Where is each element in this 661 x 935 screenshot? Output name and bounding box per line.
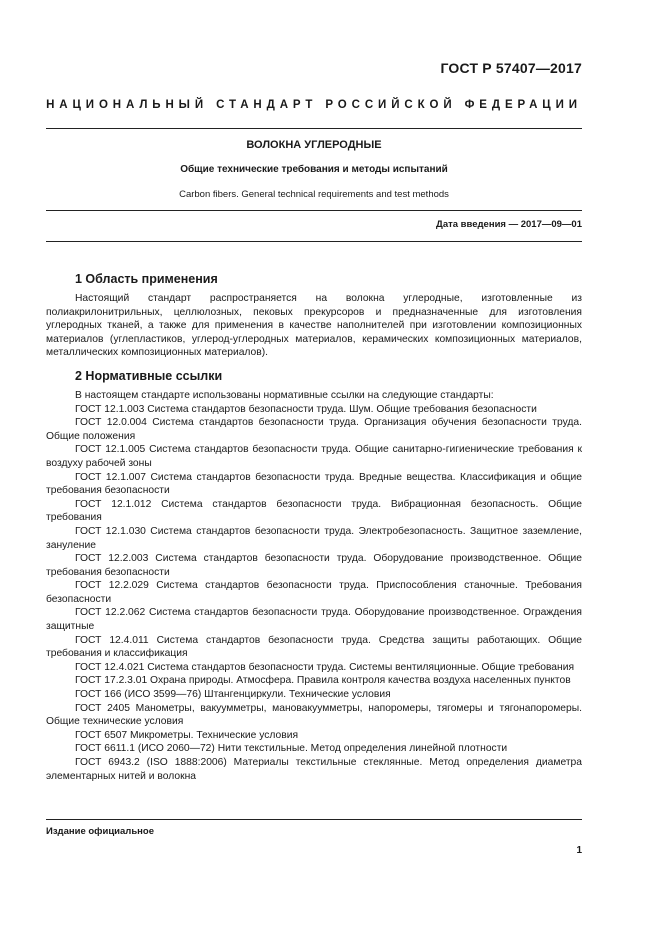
page-number: 1	[576, 845, 582, 856]
reference-item: ГОСТ 12.4.021 Система стандартов безопасности труда. Системы вентиляционные. Общие требования	[75, 661, 575, 673]
divider-date-bottom	[46, 241, 582, 242]
divider-top	[46, 128, 582, 129]
national-standard-banner: НАЦИОНАЛЬНЫЙ СТАНДАРТ РОССИЙСКОЙ ФЕДЕРАЦИИ	[46, 99, 582, 111]
reference-item: ГОСТ 6943.2 (ISO 1888:2006) Материалы текстильные стеклянные. Метод определения диаметра элементарных нитей и волокна	[46, 757, 582, 782]
reference-item: ГОСТ 12.2.062 Система стандартов безопасности труда. Оборудование производственное. Ограждения защитные	[46, 607, 582, 633]
introduction-date: Дата введения — 2017—09—01	[436, 219, 582, 230]
reference-item: ГОСТ 6611.1 (ИСО 2060—72) Нити текстильные. Метод определения линейной плотности	[75, 743, 508, 755]
reference-item: ГОСТ 17.2.3.01 Охрана природы. Атмосфера. Правила контроля качества воздуха населенных пунктов	[75, 675, 571, 687]
divider-footer	[46, 819, 582, 820]
reference-item: ГОСТ 12.2.003 Система стандартов безопасности труда. Оборудование производственное. Общие требования безопасности	[46, 553, 582, 578]
divider-title-bottom	[46, 210, 582, 211]
official-edition-label: Издание официальное	[46, 826, 154, 837]
reference-item: ГОСТ 166 (ИСО 3599—76) Штангенциркули. Технические условия	[75, 689, 391, 701]
reference-item: ГОСТ 2405 Манометры, вакуумметры, мановакуумметры, напоромеры, тягомеры и тягонапоромеры. Общие технические условия	[46, 702, 582, 728]
section-2-heading: 2 Нормативные ссылки	[75, 368, 223, 383]
section-1-heading: 1 Область применения	[75, 272, 218, 286]
document-subtitle: Общие технические требования и методы испытаний	[180, 164, 448, 175]
section-2-intro: В настоящем стандарте использованы нормативные ссылки на следующие стандарты:	[75, 389, 494, 401]
reference-item: ГОСТ 12.1.012 Система стандартов безопасности труда. Вибрационная безопасность. Общие требования	[46, 498, 582, 524]
reference-item: ГОСТ 12.2.029 Система стандартов безопасности труда. Приспособления станочные. Требования безопасности	[46, 580, 582, 605]
reference-item: ГОСТ 12.1.005 Система стандартов безопасности труда. Общие санитарно-гигиенические требования к воздуху рабочей зоны	[46, 444, 582, 469]
document-body	[46, 270, 582, 783]
reference-item: ГОСТ 6507 Микрометры. Технические условия	[75, 729, 299, 741]
reference-item: ГОСТ 12.1.007 Система стандартов безопасности труда. Вредные вещества. Классификация и общие требования безопасности	[46, 471, 582, 497]
section-1-paragraph: Настоящий стандарт распространяется на волокна углеродные, изготовленные из полиакрилонитрильных, целлюлозных, пековых прекурсоров и предназначенные для изготовления углеродных тканей, а также для применения в качестве наполнителей при изготовлении композиционных материалов (углепластиков, углерод-углеродных материалов, керамических композиционных материалов, металлических композиционных материалов).	[46, 293, 582, 359]
reference-item: ГОСТ 12.1.030 Система стандартов безопасности труда. Электробезопасность. Защитное заземление, зануление	[46, 525, 582, 551]
reference-item: ГОСТ 12.0.004 Система стандартов безопасности труда. Организация обучения безопасности труда. Общие положения	[46, 417, 582, 442]
document-title: ВОЛОКНА УГЛЕРОДНЫЕ	[246, 139, 382, 151]
document-title-english: Carbon fibers. General technical requirements and test methods	[179, 189, 449, 200]
document-code: ГОСТ Р 57407—2017	[440, 60, 582, 76]
reference-item: ГОСТ 12.4.011 Система стандартов безопасности труда. Средства защиты работающих. Общие требования и классификация	[46, 634, 582, 660]
reference-item: ГОСТ 12.1.003 Система стандартов безопасности труда. Шум. Общие требования безопасности	[75, 403, 537, 415]
